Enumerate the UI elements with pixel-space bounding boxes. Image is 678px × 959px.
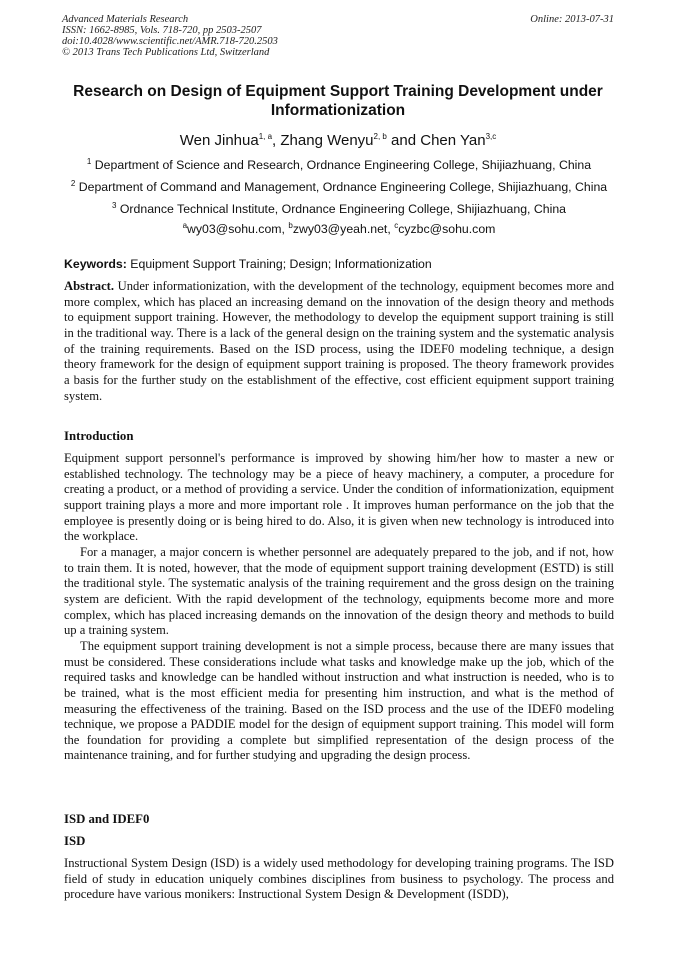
paper-title: Research on Design of Equipment Support Training Development under Informationization	[73, 83, 603, 119]
email-superscript: c	[394, 220, 399, 230]
journal-header	[62, 14, 614, 58]
online-date: Online: 2013-07-31	[530, 14, 614, 25]
author-name: Chen Yan	[420, 132, 486, 149]
email-address[interactable]: cyzbc@sohu.com	[398, 222, 496, 236]
abstract-text: Under informationization, with the development of the technology, equipment becomes more and more complex, which has placed an increasing demand on the innovation of the design theory and methods to equipment support training. However, the methodology to develop the equipment support training is still in the traditional way. There is a lack of the general design on the training system and the systematic analysis of the training requirements. Based on the ISD process, using the IDEF0 modeling technique, a design theory framework for the design of equipment support training is proposed. The theory framework provides a basis for the further study on the establishment of the effective, cost efficient equipment support training system.	[64, 279, 614, 403]
abstract	[64, 279, 614, 404]
paragraph: For a manager, a major concern is whether personnel are adequately prepared to the job, and if not, how to train them. It is noted, however, that the mode of equipment support training development (ESTD) is still the traditional style. The systematic analysis of the training requirement and the gross design on the training system are deficient. With the rapid development of the technology, equipments become more and more complex, which has placed increasing demands on the innovation of the design theory and methods to build up a training system.	[64, 544, 614, 638]
email-superscript: b	[288, 220, 293, 230]
email-address[interactable]: zwy03@yeah.net,	[292, 222, 395, 236]
affiliation-3	[40, 202, 638, 217]
author-superscript: 3,c	[485, 132, 497, 141]
affiliation-number: 3	[111, 200, 117, 210]
author-superscript: 2, b	[373, 132, 387, 141]
keywords	[64, 257, 614, 272]
issn-line: ISSN: 1662-8985, Vols. 718-720, pp 2503-2507	[62, 25, 262, 36]
isd-paragraph: Instructional System Design (ISD) is a widely used methodology for developing training programs. The ISD field of study in education uniquely combines disciplines from business to psychology. The process and procedure have various monikers: Instructional System Design & Development (ISDD),	[64, 856, 614, 902]
copyright-line: © 2013 Trans Tech Publications Ltd, Switzerland	[62, 47, 270, 58]
paragraph: The equipment support training development is not a simple process, because there are many issues that must be considered. These considerations include what tasks and knowledge make up the job, which of the required tasks and knowledge can be handled without instruction and what instruction is needed, who is to be trained, what is the most efficient media for presenting him instruction, and what is the method of measuring the effectiveness of the training. Based on the ISD process and the use of the IDEF0 modeling technique, we propose a PADDIE model for the design of equipment support training. This model will form the foundation for providing a complete but simplified representation of the design process of the maintenance training, and for further studying and upgrading the design process.	[64, 638, 614, 763]
affiliation-text: Department of Command and Management, Ordnance Engineering College, Shijiazhuang, China	[75, 180, 608, 194]
email-address[interactable]: wy03@sohu.com,	[187, 222, 289, 236]
author-list	[62, 132, 614, 150]
subsection-heading-isd: ISD	[64, 834, 86, 848]
introduction-body	[64, 451, 614, 764]
author-separator: and	[386, 132, 421, 149]
affiliation-2	[40, 180, 638, 195]
journal-name: Advanced Materials Research	[62, 14, 189, 25]
keywords-text: Equipment Support Training; Design; Informationization	[126, 257, 432, 271]
affiliation-text: Department of Science and Research, Ordnance Engineering College, Shijiazhuang, China	[91, 158, 592, 172]
section-heading-introduction: Introduction	[64, 429, 134, 443]
affiliation-number: 1	[86, 156, 92, 166]
doi-link[interactable]: doi:10.4028/www.scientific.net/AMR.718-720.2503	[62, 36, 278, 47]
abstract-label: Abstract.	[64, 279, 115, 293]
affiliation-number: 2	[70, 178, 76, 188]
paragraph: Equipment support personnel's performance is improved by showing him/her how to master a new or established technology. The technology may be a piece of heavy machinery, a computer, a procedure for creating a product, or a method of providing a service. Under the condition of informationization, equipment support training plays a more and more important role . It improves human performance on the job that the employee is presently doing or is being hired to do. Also, it is given when new technology is introduced into the workplace.	[64, 451, 614, 544]
affiliation-text: Ordnance Technical Institute, Ordnance Engineering College, Shijiazhuang, China	[116, 202, 567, 216]
author-name: Zhang Wenyu	[280, 132, 374, 149]
section-heading-isd-idef0: ISD and IDEF0	[64, 812, 150, 826]
author-name: Wen Jinhua	[179, 132, 259, 149]
affiliation-1	[40, 158, 638, 173]
keywords-label: Keywords:	[64, 257, 127, 271]
email-superscript: a	[182, 220, 188, 230]
author-separator: ,	[272, 132, 281, 149]
author-superscript: 1, a	[258, 132, 273, 141]
email-list	[40, 222, 638, 237]
